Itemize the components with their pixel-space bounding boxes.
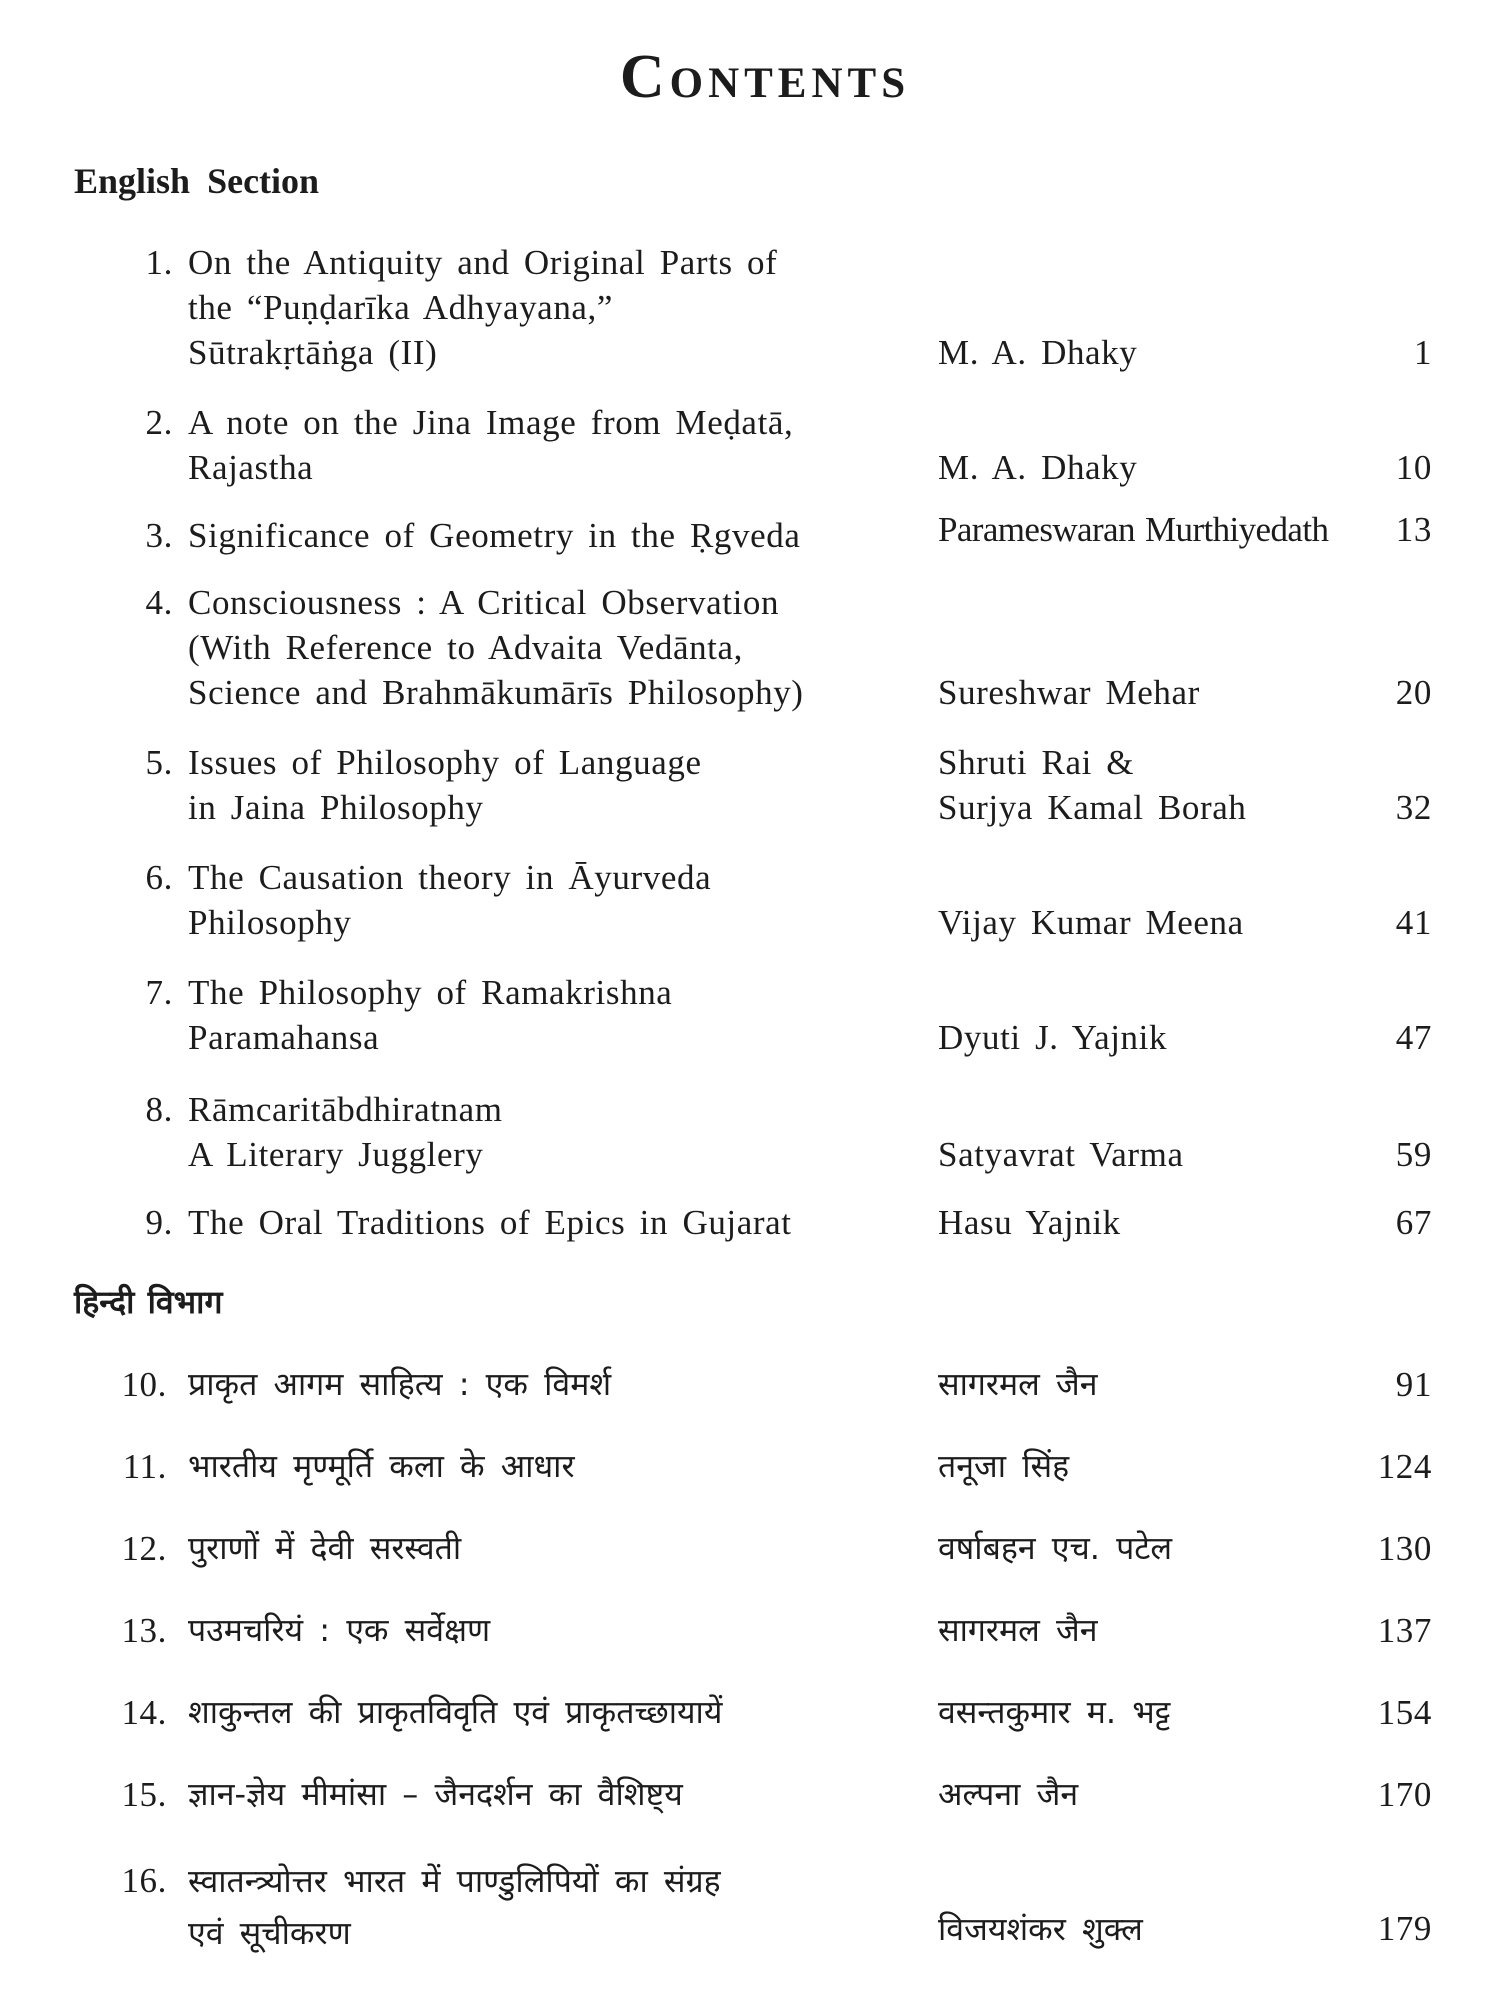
entry-author-line: Dyuti J. Yajnik [938, 1018, 1168, 1057]
toc-entry-3[interactable] [0, 510, 1500, 558]
entry-title-line: (With Reference to Advaita Vedānta, [188, 628, 743, 667]
entry-page-number: 13 [1395, 510, 1432, 549]
entry-page-number: 47 [1395, 1018, 1432, 1057]
entry-title-line: ज्ञान-ज्ञेय मीमांसा – जैनदर्शन का वैशिष्ट्य [188, 1775, 683, 1813]
toc-entry-12[interactable] [0, 1526, 1500, 1571]
entry-title-line: A note on the Jina Image from Meḍatā, [188, 403, 794, 442]
entry-author-line: विजयशंकर शुक्ल [938, 1910, 1143, 1948]
entry-title-line: in Jaina Philosophy [188, 788, 484, 827]
entry-author [938, 330, 1398, 375]
entry-number: 12. [121, 1529, 167, 1568]
entry-title [188, 1200, 908, 1245]
entry-page-number: 10 [1395, 448, 1432, 487]
entry-number: 15. [121, 1775, 167, 1814]
entry-title [188, 740, 908, 830]
entry-number: 9. [145, 1203, 173, 1242]
section-heading-hindi: हिन्दी विभाग [74, 1283, 223, 1321]
entry-page-number: 179 [1377, 1909, 1432, 1948]
entry-author [938, 1772, 1398, 1817]
entry-title [188, 580, 908, 715]
entry-author [938, 740, 1398, 830]
entry-number: 6. [145, 858, 173, 897]
entry-title [188, 513, 908, 558]
entry-title-line: On the Antiquity and Original Parts of [188, 243, 778, 282]
entry-author-line: M. A. Dhaky [938, 333, 1138, 372]
entry-page-number: 124 [1377, 1447, 1432, 1486]
entry-title [188, 970, 908, 1060]
entry-author-line: Sureshwar Mehar [938, 673, 1200, 712]
entry-number: 8. [145, 1090, 173, 1129]
entry-number: 10. [121, 1365, 167, 1404]
entry-title [188, 855, 908, 945]
toc-entry-1[interactable] [0, 240, 1500, 375]
entry-title [188, 1526, 908, 1571]
entry-author [938, 1690, 1398, 1735]
entry-author-line: Shruti Rai & [938, 743, 1135, 782]
section-heading-english: English Section [74, 161, 320, 201]
entry-title-line: Science and Brahmākumārīs Philosophy) [188, 673, 804, 712]
entry-title [188, 1608, 908, 1653]
entry-page-number: 59 [1395, 1135, 1432, 1174]
entry-author [938, 1526, 1398, 1571]
toc-entry-15[interactable] [0, 1772, 1500, 1817]
entry-title [188, 1087, 908, 1177]
entry-title-line: Philosophy [188, 903, 352, 942]
entry-number: 11. [122, 1447, 167, 1486]
entry-page-number: 67 [1395, 1203, 1432, 1242]
entry-number: 13. [121, 1611, 167, 1650]
entry-title [188, 1690, 908, 1735]
entry-author [938, 1200, 1398, 1245]
entry-author [938, 1444, 1398, 1489]
entry-author-line: Parameswaran Murthiyedath [938, 510, 1329, 549]
page-title: Contents [619, 43, 911, 111]
entry-title-line: the “Puṇḍarīka Adhyayana,” [188, 288, 614, 327]
entry-title-line: The Philosophy of Ramakrishna [188, 973, 673, 1012]
entry-author-line: Hasu Yajnik [938, 1203, 1121, 1242]
entry-author-line: वसन्तकुमार म. भट्ट [938, 1693, 1171, 1731]
entry-page-number: 1 [1413, 333, 1432, 372]
toc-entry-9[interactable] [0, 1200, 1500, 1245]
toc-entry-13[interactable] [0, 1608, 1500, 1653]
entry-author-line: वर्षाबहन एच. पटेल [938, 1529, 1173, 1567]
entry-author [938, 507, 1398, 552]
entry-author-line: M. A. Dhaky [938, 448, 1138, 487]
entry-author [938, 1362, 1398, 1407]
entry-title-line: Rajastha [188, 448, 314, 487]
entry-title-line: Issues of Philosophy of Language [188, 743, 702, 782]
entry-title-line: स्वातन्त्र्योत्तर भारत में पाण्डुलिपियों का संग्रह [188, 1862, 721, 1900]
entry-number: 1. [145, 243, 173, 282]
entry-author-line: Vijay Kumar Meena [938, 903, 1244, 942]
entry-title-line: Rāmcaritābdhiratnam [188, 1090, 503, 1129]
entry-title [188, 1362, 908, 1407]
toc-entry-16[interactable] [0, 1855, 1500, 1955]
entry-title-line: The Causation theory in Āyurveda [188, 858, 712, 897]
entry-number: 3. [145, 516, 173, 555]
entry-author [938, 1608, 1398, 1653]
entry-author [938, 1132, 1398, 1177]
toc-entry-8[interactable] [0, 1087, 1500, 1177]
toc-entry-5[interactable] [0, 740, 1500, 830]
entry-title [188, 1855, 908, 1959]
entry-page-number: 137 [1377, 1611, 1432, 1650]
entry-number: 5. [145, 743, 173, 782]
entry-page-number: 154 [1377, 1693, 1432, 1732]
entry-author [938, 670, 1398, 715]
entry-title-line: Sūtrakṛtāṅga (II) [188, 333, 438, 372]
entry-number: 7. [145, 973, 173, 1012]
entry-page-number: 20 [1395, 673, 1432, 712]
entry-page-number: 41 [1395, 903, 1432, 942]
entry-number: 14. [121, 1693, 167, 1732]
entry-number: 2. [145, 403, 173, 442]
entry-title [188, 1772, 908, 1817]
toc-entry-7[interactable] [0, 970, 1500, 1060]
entry-title-line: पुराणों में देवी सरस्वती [188, 1529, 462, 1567]
entry-page-number: 170 [1377, 1775, 1432, 1814]
entry-page-number: 130 [1377, 1529, 1432, 1568]
toc-entry-4[interactable] [0, 580, 1500, 715]
entry-author-line: Satyavrat Varma [938, 1135, 1184, 1174]
entry-title-line: पउमचरियं : एक सर्वेक्षण [188, 1611, 491, 1649]
entry-title-line: शाकुन्तल की प्राकृतविवृति एवं प्राकृतच्छायायें [188, 1693, 723, 1731]
entry-title-line: प्राकृत आगम साहित्य : एक विमर्श [188, 1365, 612, 1403]
toc-entry-2[interactable] [0, 400, 1500, 490]
entry-title-line: भारतीय मृण्मूर्ति कला के आधार [188, 1447, 575, 1485]
entry-author [938, 900, 1398, 945]
entry-title-line: Paramahansa [188, 1018, 380, 1057]
entry-author-line: अल्पना जैन [938, 1775, 1079, 1813]
entry-author [938, 1015, 1398, 1060]
entry-title [188, 240, 908, 375]
entry-page-number: 32 [1395, 788, 1432, 827]
toc-entry-14[interactable] [0, 1690, 1500, 1735]
entry-title-line: Significance of Geometry in the Ṛgveda [188, 516, 801, 555]
entry-author-line: तनूजा सिंह [938, 1447, 1070, 1485]
toc-entry-6[interactable] [0, 855, 1500, 945]
entry-author-line: सागरमल जैन [938, 1365, 1098, 1403]
entry-author-line: Surjya Kamal Borah [938, 788, 1247, 827]
entry-title-line: एवं सूचीकरण [188, 1914, 351, 1952]
entry-author [938, 1903, 1398, 1955]
entry-page-number: 91 [1395, 1365, 1432, 1404]
entry-title [188, 400, 908, 490]
entry-author [938, 445, 1398, 490]
toc-entry-11[interactable] [0, 1444, 1500, 1489]
toc-entry-10[interactable] [0, 1362, 1500, 1407]
entry-number: 16. [121, 1861, 167, 1900]
entry-title-line: A Literary Jugglery [188, 1135, 484, 1174]
entry-title-line: The Oral Traditions of Epics in Gujarat [188, 1203, 792, 1242]
entry-author-line: सागरमल जैन [938, 1611, 1098, 1649]
entry-number: 4. [145, 583, 173, 622]
entry-title-line: Consciousness : A Critical Observation [188, 583, 780, 622]
entry-title [188, 1444, 908, 1489]
